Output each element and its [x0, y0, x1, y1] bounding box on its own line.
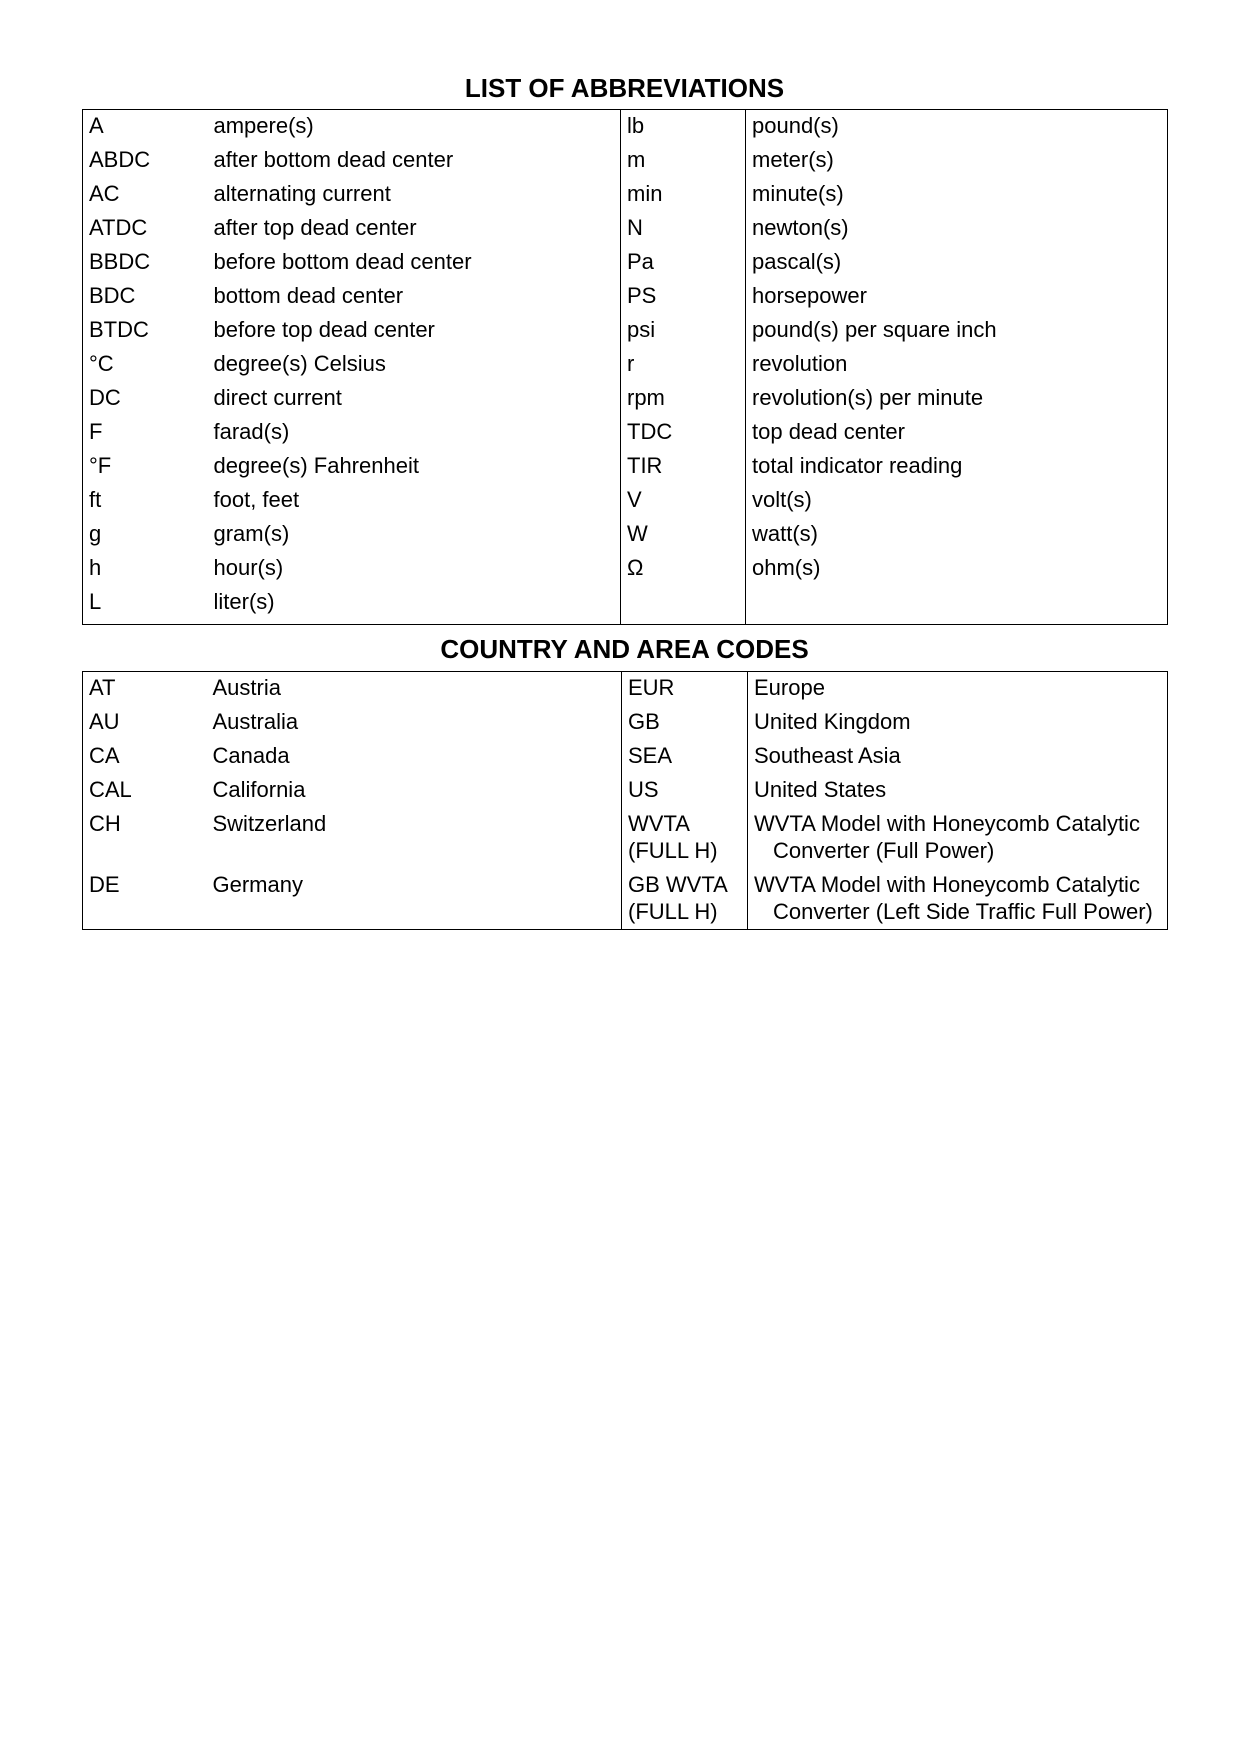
description-cell: gram(s): [208, 520, 621, 554]
country-codes-table: [82, 671, 1168, 930]
description-cell: top dead center: [752, 419, 905, 444]
table-row: [83, 807, 1168, 868]
table-row: [83, 739, 1168, 773]
description-cell: Europe: [754, 675, 825, 700]
code-cell: ft: [89, 487, 102, 512]
description-cell: watt(s): [752, 521, 818, 546]
code-cell: r: [621, 350, 746, 384]
code-cell: DE: [89, 872, 120, 897]
code-cell: N: [621, 214, 746, 248]
table-row: [83, 146, 1168, 180]
description-cell: newton(s): [752, 215, 849, 240]
description-cell: degree(s) Fahrenheit: [208, 452, 621, 486]
code-cell: Ω: [621, 554, 746, 588]
code-cell: TDC: [621, 418, 746, 452]
code-cell: A: [89, 113, 104, 138]
table-row: [83, 316, 1168, 350]
description-cell: pound(s) per square inch: [752, 317, 997, 342]
table-row: [83, 180, 1168, 214]
abbreviations-title: LIST OF ABBREVIATIONS: [464, 73, 785, 103]
country-codes-title: COUNTRY AND AREA CODES: [440, 634, 809, 664]
description-cell: total indicator reading: [752, 453, 963, 478]
description-cell: revolution: [752, 351, 848, 376]
code-cell: psi: [621, 316, 746, 350]
code-cell: DC: [89, 385, 121, 410]
description-cell: farad(s): [208, 418, 621, 452]
code-cell: CA: [89, 743, 120, 768]
description-cell: meter(s): [752, 147, 834, 172]
description-cell: horsepower: [752, 283, 867, 308]
table-row: [83, 672, 1168, 706]
code-cell: BBDC: [89, 249, 151, 274]
description-cell: WVTA Model with Honeycomb Catalytic Converter (Full Power): [754, 811, 1140, 863]
code-cell: L: [89, 589, 102, 614]
code-cell: BTDC: [89, 317, 149, 342]
description-cell: foot, feet: [208, 486, 621, 520]
code-cell: min: [621, 180, 746, 214]
table-row: [83, 486, 1168, 520]
code-cell: GB WVTA (FULL H): [622, 868, 748, 930]
description-cell: alternating current: [208, 180, 621, 214]
table-row: [83, 868, 1168, 930]
code-cell: ABDC: [89, 147, 151, 172]
description-cell: before top dead center: [208, 316, 621, 350]
description-cell: bottom dead center: [208, 282, 621, 316]
description-cell: pascal(s): [752, 249, 842, 274]
code-cell: WVTA (FULL H): [622, 807, 748, 868]
code-cell: h: [89, 555, 102, 580]
table-row: [83, 350, 1168, 384]
code-cell: PS: [621, 282, 746, 316]
code-cell: W: [621, 520, 746, 554]
table-row: [83, 452, 1168, 486]
code-cell: BDC: [89, 283, 136, 308]
code-cell: Pa: [621, 248, 746, 282]
description-cell: degree(s) Celsius: [208, 350, 621, 384]
code-cell: AC: [89, 181, 120, 206]
table-row: [83, 248, 1168, 282]
description-cell: pound(s): [752, 113, 839, 138]
code-cell: ATDC: [89, 215, 148, 240]
description-cell: Southeast Asia: [754, 743, 901, 768]
code-cell: V: [621, 486, 746, 520]
description-cell: before bottom dead center: [208, 248, 621, 282]
code-cell: AT: [89, 675, 116, 700]
code-cell: rpm: [621, 384, 746, 418]
code-cell: lb: [621, 110, 746, 147]
code-cell: [621, 588, 746, 625]
description-cell: hour(s): [208, 554, 621, 588]
description-cell: United Kingdom: [754, 709, 911, 734]
code-cell: EUR: [622, 672, 748, 706]
description-cell: Australia: [207, 705, 622, 739]
code-cell: F: [89, 419, 103, 444]
description-cell: WVTA Model with Honeycomb Catalytic Converter (Left Side Traffic Full Power): [754, 872, 1153, 924]
description-cell: minute(s): [752, 181, 844, 206]
code-cell: GB: [622, 705, 748, 739]
code-cell: SEA: [622, 739, 748, 773]
description-cell: after bottom dead center: [208, 146, 621, 180]
description-cell: [746, 588, 1168, 625]
table-row: [83, 705, 1168, 739]
code-cell: US: [622, 773, 748, 807]
table-row: [83, 110, 1168, 147]
table-row: [83, 554, 1168, 588]
description-cell: ohm(s): [752, 555, 821, 580]
description-cell: Germany: [207, 868, 622, 930]
description-cell: direct current: [208, 384, 621, 418]
table-row: [83, 418, 1168, 452]
description-cell: liter(s): [208, 588, 621, 625]
description-cell: volt(s): [752, 487, 812, 512]
description-cell: California: [207, 773, 622, 807]
description-cell: Switzerland: [207, 807, 622, 868]
code-cell: °F: [89, 453, 112, 478]
code-cell: CH: [89, 811, 121, 836]
table-row: [83, 384, 1168, 418]
code-cell: AU: [89, 709, 120, 734]
table-row: [83, 773, 1168, 807]
description-cell: United States: [754, 777, 887, 802]
table-row: [83, 214, 1168, 248]
description-cell: Austria: [207, 672, 622, 706]
code-cell: TIR: [621, 452, 746, 486]
table-row: [83, 282, 1168, 316]
abbreviations-table: [82, 109, 1168, 625]
table-row: [83, 520, 1168, 554]
description-cell: Canada: [207, 739, 622, 773]
description-cell: after top dead center: [208, 214, 621, 248]
code-cell: °C: [89, 351, 114, 376]
code-cell: g: [89, 521, 102, 546]
description-cell: ampere(s): [208, 110, 621, 147]
code-cell: CAL: [89, 777, 132, 802]
description-cell: revolution(s) per minute: [752, 385, 984, 410]
code-cell: m: [621, 146, 746, 180]
table-row: [83, 588, 1168, 625]
